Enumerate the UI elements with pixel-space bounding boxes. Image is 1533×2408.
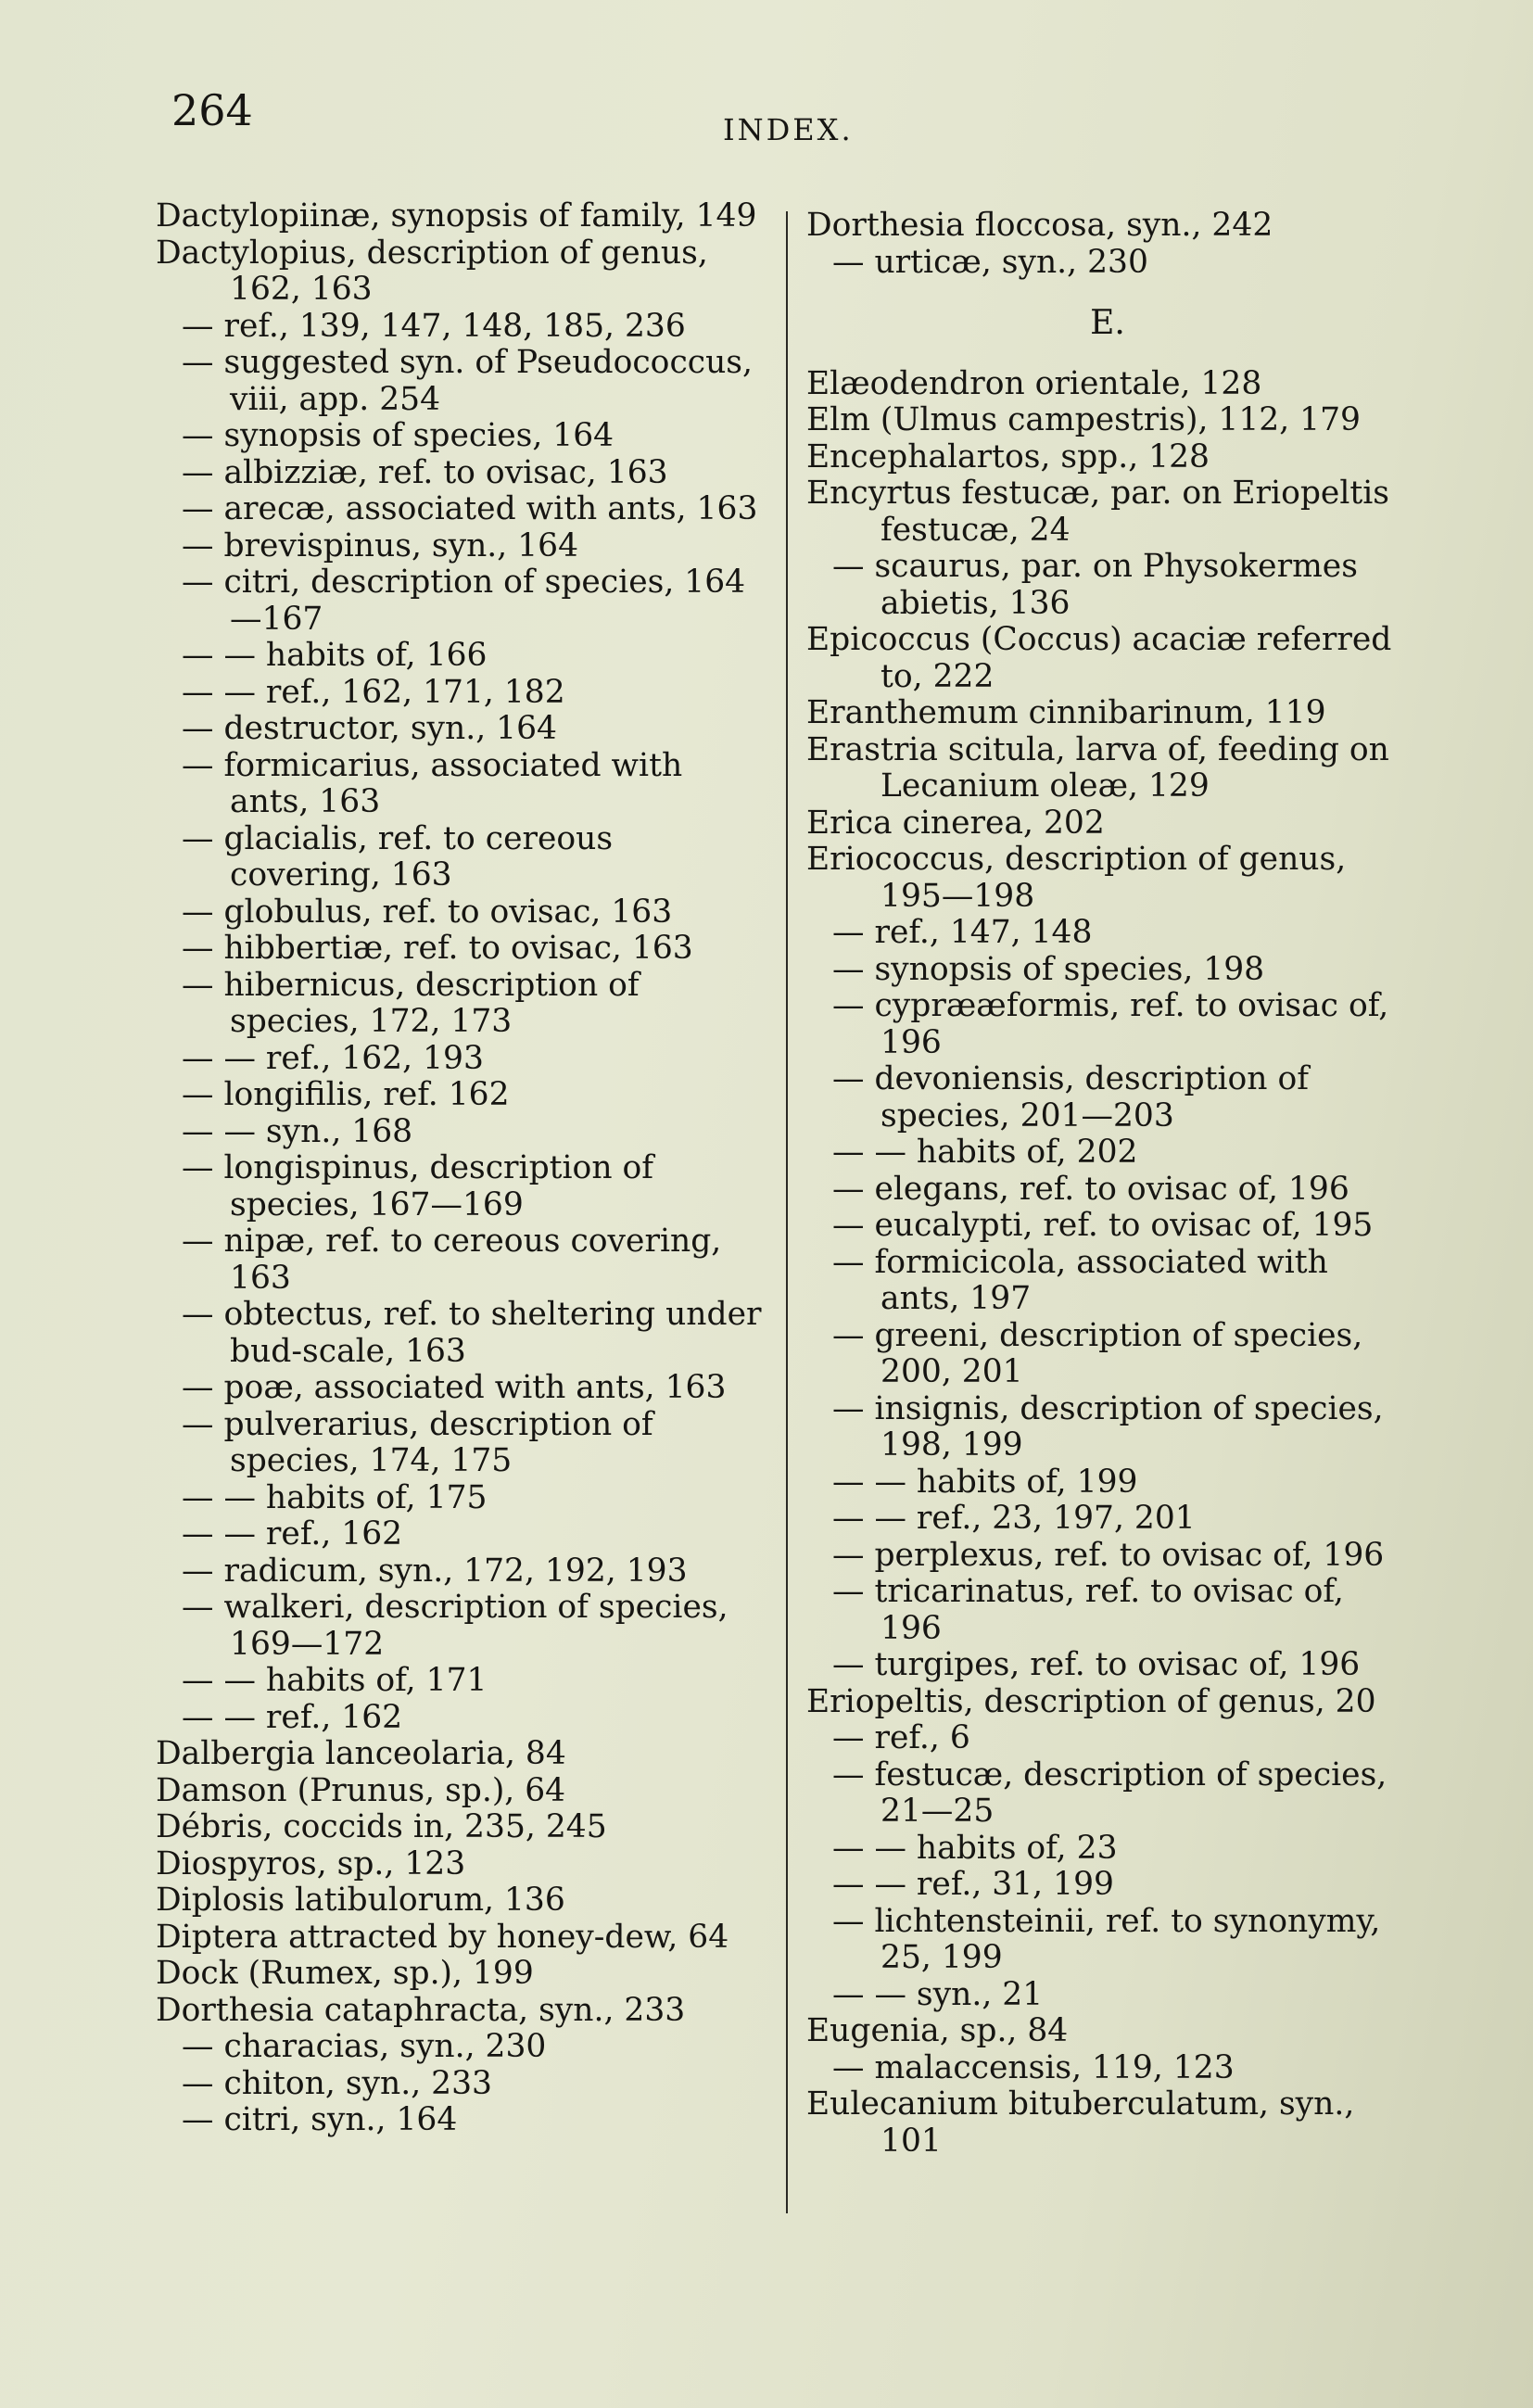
index-column-right <box>806 208 1409 2160</box>
index-entry: — greeni, description of species, 200, 201 <box>832 1316 1363 1390</box>
index-entry: — tricarinatus, ref. to ovisac of, 196 <box>832 1573 1344 1647</box>
index-entry: Dactylopius, description of genus, 162, 163 <box>156 234 708 308</box>
index-entry: Dalbergia lanceolaria, 84 <box>156 1735 566 1772</box>
index-entry: — pulverarius, description of species, 174, 175 <box>182 1405 653 1479</box>
index-entry: Diospyros, sp., 123 <box>156 1844 466 1882</box>
index-entry: Elm (Ulmus campestris), 112, 179 <box>806 401 1362 438</box>
index-entry: — hibbertiæ, ref. to ovisac, 163 <box>182 930 693 967</box>
index-entry: Diplosis latibulorum, 136 <box>156 1882 565 1919</box>
index-entry: — ref., 6 <box>832 1719 970 1756</box>
index-entry: Dorthesia floccosa, syn., 242 <box>806 207 1273 244</box>
index-entry: Eugenia, sp., 84 <box>806 2012 1069 2049</box>
index-entry: — glacialis, ref. to cereous covering, 163 <box>182 819 614 893</box>
index-entry: — brevispinus, syn., 164 <box>182 526 579 564</box>
index-entry: — lichtensteinii, ref. to synonymy, 25, 199 <box>832 1902 1381 1976</box>
index-entry: — — habits of, 23 <box>832 1829 1118 1867</box>
index-entry: — synopsis of species, 198 <box>832 950 1265 988</box>
index-entry: Dorthesia cataphracta, syn., 233 <box>156 1991 686 2029</box>
index-entry: — destructor, syn., 164 <box>182 710 558 747</box>
index-entry: Débris, coccids in, 235, 245 <box>156 1808 607 1845</box>
index-entry: Eriopeltis, description of genus, 20 <box>806 1682 1376 1720</box>
index-entry: — arecæ, associated with ants, 163 <box>182 490 758 527</box>
running-head: INDEX. <box>723 112 854 147</box>
index-entry: — cyprææformis, ref. to ovisac of, 196 <box>832 987 1389 1061</box>
index-entry: Erastria scitula, larva of, feeding on Lecanium oleæ, 129 <box>806 730 1389 805</box>
index-entry: — citri, syn., 164 <box>182 2101 458 2138</box>
index-entry: Eulecanium bituberculatum, syn., 101 <box>806 2085 1355 2160</box>
index-entry: — albizziæ, ref. to ovisac, 163 <box>182 453 668 491</box>
index-entry: Dock (Rumex, sp.), 199 <box>156 1955 534 1992</box>
index-letter-heading: E. <box>1090 304 1125 342</box>
index-entry: — radicum, syn., 172, 192, 193 <box>182 1552 688 1590</box>
index-entry: — longifilis, ref. 162 <box>182 1076 510 1113</box>
index-entry: — eucalypti, ref. to ovisac of, 195 <box>832 1207 1374 1244</box>
index-entry: — devoniensis, description of species, 201—203 <box>832 1060 1310 1134</box>
index-entry: — — habits of, 202 <box>832 1134 1138 1171</box>
index-entry: — — habits of, 166 <box>182 637 488 674</box>
index-entry: — formicarius, associated with ants, 163 <box>182 746 683 820</box>
index-entry: — — habits of, 199 <box>832 1463 1138 1501</box>
index-entry: Erica cinerea, 202 <box>806 804 1105 842</box>
index-entry: — citri, description of species, 164 —167 <box>182 564 746 638</box>
index-entry: — characias, syn., 230 <box>182 2028 547 2065</box>
index-entry: — elegans, ref. to ovisac of, 196 <box>832 1170 1349 1208</box>
index-entry: — — syn., 21 <box>832 1975 1044 2013</box>
index-entry: — — ref., 23, 197, 201 <box>832 1500 1196 1537</box>
index-entry: — poæ, associated with ants, 163 <box>182 1369 727 1406</box>
index-entry: — insignis, description of species, 198, 199 <box>832 1389 1384 1464</box>
index-entry: Dactylopiinæ, synopsis of family, 149 <box>156 197 757 234</box>
index-entry: — festucæ, description of species, 21—25 <box>832 1755 1387 1830</box>
index-entry: — — ref., 162, 171, 182 <box>182 673 565 711</box>
index-entry: Damson (Prunus, sp.), 64 <box>156 1771 566 1809</box>
index-entry: — walkeri, description of species, 169—172 <box>182 1589 728 1663</box>
index-entry: Encephalartos, spp., 128 <box>806 437 1210 475</box>
index-entry: — malaccensis, 119, 123 <box>832 2048 1235 2086</box>
index-column-left <box>156 198 767 2139</box>
index-entry: — — ref., 162 <box>182 1515 403 1553</box>
index-entry: — formicicola, associated with ants, 197 <box>832 1243 1328 1317</box>
index-entry: — perplexus, ref. to ovisac of, 196 <box>832 1536 1385 1574</box>
index-entry: — suggested syn. of Pseudococcus, viii, app. 254 <box>182 344 753 418</box>
index-entry: Epicoccus (Coccus) acaciæ referred to, 222 <box>806 621 1392 695</box>
index-entry: — — habits of, 171 <box>182 1662 488 1699</box>
index-entry: — obtectus, ref. to sheltering under bud-scale, 163 <box>182 1296 762 1370</box>
page-number: 264 <box>171 85 253 135</box>
index-entry: — ref., 139, 147, 148, 185, 236 <box>182 307 686 345</box>
index-entry: — urticæ, syn., 230 <box>832 243 1148 281</box>
index-entry: — synopsis of species, 164 <box>182 417 614 454</box>
index-entry: — — habits of, 175 <box>182 1478 488 1516</box>
index-entry: — ref., 147, 148 <box>832 914 1093 951</box>
index-entry: — longispinus, description of species, 167—169 <box>182 1149 654 1223</box>
index-entry: — — ref., 31, 199 <box>832 1866 1114 1903</box>
index-entry: — hibernicus, description of species, 172, 173 <box>182 966 640 1040</box>
index-entry: — chiton, syn., 233 <box>182 2064 492 2102</box>
index-entry: — — syn., 168 <box>182 1112 413 1150</box>
index-entry: — — ref., 162, 193 <box>182 1039 484 1077</box>
index-entry: Encyrtus festucæ, par. on Eriopeltis festucæ, 24 <box>806 475 1389 549</box>
index-entry: — nipæ, ref. to cereous covering, 163 <box>182 1223 722 1297</box>
index-entry: Eranthemum cinnibarinum, 119 <box>806 694 1326 731</box>
index-entry: Eriococcus, description of genus, 195—198 <box>806 841 1347 915</box>
index-entry: — scaurus, par. on Physokermes abietis, 136 <box>832 548 1358 622</box>
index-entry: Diptera attracted by honey-dew, 64 <box>156 1918 729 1956</box>
index-entry: — globulus, ref. to ovisac, 163 <box>182 893 673 931</box>
index-entry: — — ref., 162 <box>182 1698 403 1736</box>
column-divider <box>786 211 788 2213</box>
index-entry: Elæodendron orientale, 128 <box>806 364 1262 402</box>
index-entry: — turgipes, ref. to ovisac of, 196 <box>832 1646 1361 1683</box>
